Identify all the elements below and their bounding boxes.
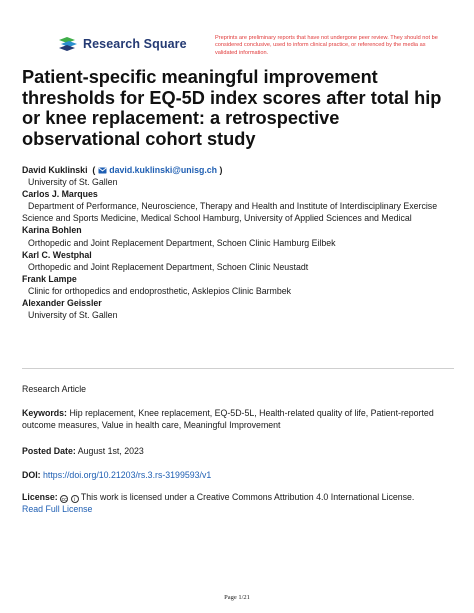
author-name: David Kuklinski ( david.kuklinski@unisg.ch ) <box>22 165 223 175</box>
article-type: Research Article <box>22 384 87 394</box>
mail-icon <box>98 167 107 174</box>
cc-icon: cc <box>61 497 67 503</box>
doi-label: DOI: <box>22 470 41 480</box>
author-name: Alexander Geissler <box>22 298 102 309</box>
read-full-license-link[interactable]: Read Full License <box>22 504 93 515</box>
license-text: This work is licensed under a Creative Commons Attribution 4.0 International License. <box>80 492 415 502</box>
author-affiliation: Orthopedic and Joint Replacement Department, Schoen Clinic Hamburg Eilbek <box>28 237 336 248</box>
page-number: Page 1/21 <box>224 594 250 601</box>
by-icon: i <box>71 495 79 503</box>
keywords-value: Hip replacement, Knee replacement, EQ-5D-5L, Health-related quality of life, Patient-reported outcome measures, Value in health care, Meaningful Improvement <box>22 408 434 431</box>
research-square-logo[interactable] <box>58 36 187 52</box>
posted-date-section <box>22 445 454 457</box>
research-square-logo-icon <box>58 36 78 52</box>
license-section <box>22 491 454 515</box>
header <box>22 32 454 62</box>
author-affiliation: Department of Performance, Neuroscience, Therapy and Health and Institute of Interdisciplinary Exercise Science and Sports Medicine, Medical School Hamburg, University of Applied Sciences and Medical <box>22 201 438 224</box>
author-affiliation: Orthopedic and Joint Replacement Department, Schoen Clinic Neustadt <box>28 261 309 272</box>
posted-date-label: Posted Date: <box>22 446 76 456</box>
preprint-notice: Preprints are preliminary reports that have not undergone peer review. They should not be considered conclusive, used to inform clinical practice, or referenced by the media as validated information. <box>215 35 438 56</box>
logo-text: Research Square <box>83 37 187 51</box>
author-affiliation: University of St. Gallen <box>28 177 118 188</box>
author-name: Karina Bohlen <box>22 225 82 236</box>
paper-title: Patient-specific meaningful improvement thresholds for EQ-5D index scores after total hip or knee replacement: a retrospective observational cohort study <box>22 67 442 149</box>
license-label: License: <box>22 492 58 502</box>
keywords-section <box>22 407 454 431</box>
author-name: Carlos J. Marques <box>22 189 98 200</box>
author-name: Karl C. Westphal <box>22 249 92 260</box>
keywords-label: Keywords: <box>22 408 67 418</box>
author-list <box>22 164 458 321</box>
section-divider <box>22 368 454 369</box>
doi-link[interactable]: https://doi.org/10.21203/rs.3.rs-3199593/v1 <box>43 470 212 480</box>
author-affiliation: University of St. Gallen <box>28 310 118 321</box>
author-affiliation: Clinic for orthopedics and endoprosthetic, Asklepios Clinic Barmbek <box>28 285 292 296</box>
doi-section <box>22 469 454 481</box>
posted-date-value: August 1st, 2023 <box>77 446 144 456</box>
author-name: Frank Lampe <box>22 273 77 284</box>
author-email-link[interactable]: david.kuklinski@unisg.ch <box>109 165 218 175</box>
